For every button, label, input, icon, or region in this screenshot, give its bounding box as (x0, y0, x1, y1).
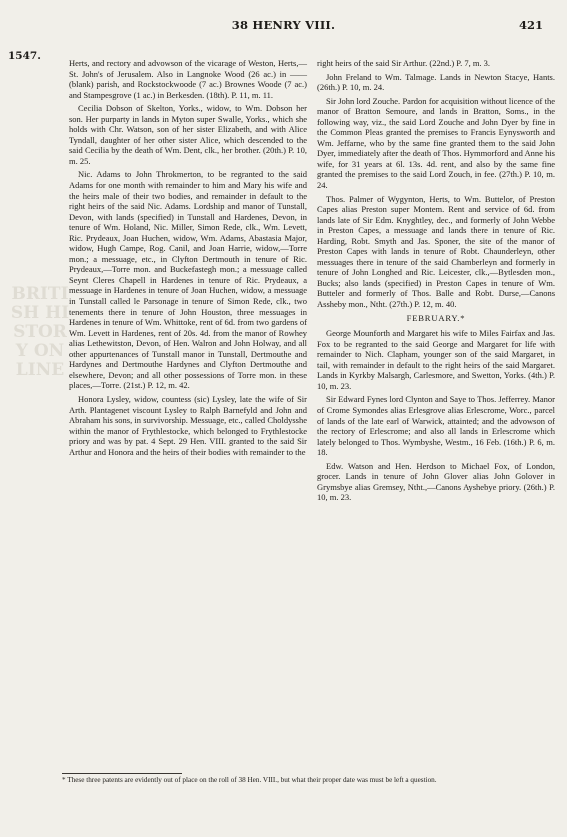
footnote-rule (62, 773, 182, 774)
footnote: * These three patents are evidently out of place on the roll of 38 Hen. VIII., but what their proper date was must be left a question. (62, 776, 437, 784)
left-column (69, 58, 307, 460)
entry-paragraph: Sir Edward Fynes lord Clynton and Saye to Thos. Jefferrey. Manor of Crome Symondes alias Erlesgrove alias Erlescrome, Worc., parcel of lands of the late earl of Warwick, attainted; and the advowson of the rectory of Erlescrome; and also all lands in Erlescrome which lately belonged to Thos. Wymbyshe, Westm., 16 Feb. (16th.) P. 6, m. 18. (317, 394, 555, 458)
section-heading: FEBRUARY.* (406, 312, 466, 323)
right-column (317, 58, 555, 506)
entry-paragraph: Sir John lord Zouche. Pardon for acquisition without licence of the manor of Bratton Semoure, and lands in Bratton, Soms., in the following way, viz., the said Lord Zouche and John Dyer by fine in the Common Pleas granted the premises to Francis Eynysworth and Wm. Jeffarne, who by the same fine granted them to the said John Dyer, immediately after the death of Thos. Hymmorford and Anne his wife, for 31 years at 6l. 13s. 4d. rent, and also by the same fine granted the premises to the said Lord Zouch, in fee. (27th.) P. 10, m. 24. (317, 95, 555, 191)
year-marker: 1547. (8, 50, 41, 62)
entry-paragraph: Edw. Watson and Hen. Herdson to Michael Fox, of London, grocer. Lands in tenure of John Glover alias John Golover in Grymsbye alias Gremsey, Ntht.,—Canons Ayshebye priory. (26th.) P. 10, m. 23. (317, 460, 555, 503)
entry-paragraph: John Freland to Wm. Talmage. Lands in Newton Stacye, Hants. (26th.) P. 10, m. 24. (317, 71, 555, 93)
entry-paragraph: Thos. Palmer of Wygynton, Herts, to Wm. Buttelor, of Preston Capes alias Preston super Montem. Rent and service of 6d. from lands late of Sir Edm. Knyghtley, dec., and formerly of John Webbe in Preston Capes, a messuage and lands there in tenure of Ric. Harding, Robt. Smyth and Jas. Sponer, the site of the manor of Preston Capes with lands in tenure of Robt. Chaunderleyn, other messuages there in tenure of the said Chamberleyn and formerly in tenure of John Longhed and Ric. Leicester, clk.,—Bytlesden mon., Bucks; also lands (specified) in Preston Capes in tenure of Wm. Butteler and formerly of Thos. Balle and Robt. Durse,—Canons Assheby mon., Ntht. (27th.) P. 12, m. 40. (317, 193, 555, 310)
entry-paragraph: right heirs of the said Sir Arthur. (22nd.) P. 7, m. 3. (317, 58, 491, 68)
entry-paragraph: Cecilia Dobson of Skelton, Yorks., widow, to Wm. Dobson her son. Her purparty in lands in Myton super Swalle, Yorks., which she holds with Chr. Watson, son of her sister Elizabeth, and with Alice Tyndall, daughter of her other sister Alice, which descended to the said Cecilia by the death of Wm. Dent, clk., her brother. (20th.) P. 10, m. 25. (69, 103, 307, 166)
entry-paragraph: Nic. Adams to John Throkmerton, to be regranted to the said Adams for one month with remainder to him and Mary his wife and the heirs male of their two bodies, and remainder in default to the right heirs of the said Nic. Adams. Lordship and manor of Tunstall, Devon, with lands (specified) in Tunstall and Hardenes, Devon, in tenure of Wm. Holand, Nic. Miller, Simon Rede, clk., Wm. Levett, Ric. Prydeaux, Joan Huchen, widow, Wm. Adams, Abastasia Major, widow, Hugh Campe, Rog. Canil, and Joan Harrie, widow,—Torre mon.; a messuage, etc., in Clyfton Dertmouth in tenure of Ric. Prydeaux,—Torre mon. and Buckefastegh mon.; a messuage called Seynt Cleres Chapell in Hardenes in tenure of Ric. Prydeaux, a messuage in Hardenes in tenure of Joan Huchen, widow, a messuage in Tunstall called le Parsonage in tenure of Simon Rede, clk., two tenements there in tenure of John Houston, three messuages in Hardenes in tenure of Wm. Whittoke, rent of 6d. from two gardens of Wm. Levett in Hardenes, rent of 20s. 4d. from the manor of Rowhey alias Lethewitston, Devon, of Hen. Walron and John Holway, and all other appurtenances of Tunstall manor in Tunstall, Dertmouthe and Hardynes and Dertmouthe Hardynes and Clyfton Dertmouthe and elsewhere, Devon; and all other possessions of Torre mon. in these places,—Torre. (21st.) P. 12, m. 42. (69, 169, 307, 391)
running-header: 38 HENRY VIII. (231, 18, 336, 32)
entry-paragraph: George Mounforth and Margaret his wife to Miles Fairfax and Jas. Fox to be regranted to the said George and Margaret for life with remainder to Nich. Clapham, younger son of the said Margaret, in tail, with remainder in default to the right heirs of the said Margaret. Lands in Kyrkby Malsargh, Carlesmore, and Swetton, Yorks. (4th.) P. 10, m. 23. (317, 328, 555, 391)
page-number: 421 (518, 18, 543, 32)
entry-paragraph: Honora Lysley, widow, countess (sic) Lysley, late the wife of Sir Arth. Plantagenet viscount Lysley to Ralph Barnefyld and John and Abraham his sons, in survivorship. Messuage, etc., called Choldysshe within the manor of Frythlestocke, which belonged to Frythlestocke priory and was by pat. 4 Sept. 29 Hen. VIII. granted to the said Sir Arthur and Honora and the heirs of their bodies with remainder to the (69, 393, 307, 457)
entry-paragraph: Herts, and rectory and advowson of the vicarage of Weston, Herts,—St. John's of Jerusalem. Also in Langnoke Wood (26 ac.) in —— (blank) parish, and Rockstockwoode (7 ac.) Brownes Woode (7 ac.) and Stampesgrove (1 ac.) in Berkesden. (18th). P. 11, m. 11. (69, 58, 307, 100)
watermark: BRITISH HISTORY ONLINE (10, 284, 70, 380)
